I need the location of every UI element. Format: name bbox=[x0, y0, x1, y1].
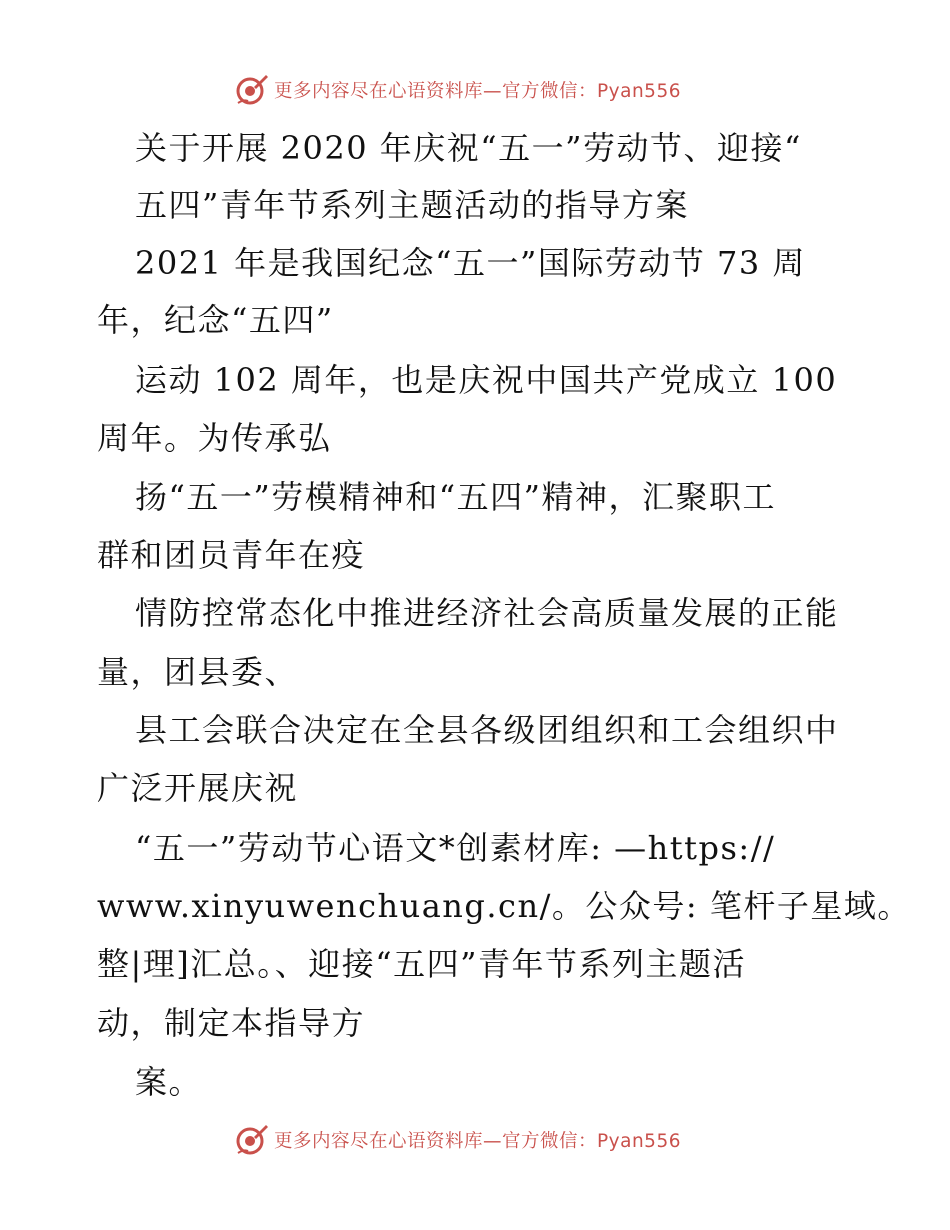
pen-logo-icon bbox=[234, 1123, 268, 1157]
paragraph-line: 扬“五一”劳模精神和“五四”精神，汇聚职工 bbox=[135, 478, 776, 516]
paragraph-line: 2021 年是我国纪念“五一”国际劳动节 73 周 bbox=[135, 244, 806, 282]
watermark-text: 更多内容尽在心语资料库—官方微信：Pyan556 bbox=[274, 81, 681, 102]
title-line-1: 关于开展 2020 年庆祝“五一”劳动节、迎接“ bbox=[135, 129, 802, 167]
paragraph-line: 量，团县委、 bbox=[97, 653, 299, 691]
paragraph-line: “五一”劳动节心语文*创素材库: —https:// bbox=[135, 829, 776, 867]
paragraph-line: 县工会联合决定在全县各级团组织和工会组织中 bbox=[135, 711, 839, 749]
paragraph-line: 年，纪念“五四” bbox=[97, 301, 334, 339]
url-line: www.xinyuwenchuang.cn/。公众号: 笔杆子星域。 bbox=[97, 887, 911, 925]
watermark-text: 更多内容尽在心语资料库—官方微信：Pyan556 bbox=[274, 1131, 681, 1152]
paragraph-line: 运动 102 周年，也是庆祝中国共产党成立 100 bbox=[135, 361, 838, 399]
title-line-2: 五四”青年节系列主题活动的指导方案 bbox=[135, 186, 689, 224]
watermark-footer bbox=[234, 1122, 714, 1158]
paragraph-line: 周年。为传承弘 bbox=[97, 419, 332, 457]
paragraph-line: 广泛开展庆祝 bbox=[97, 769, 299, 807]
paragraph-line: 群和团员青年在疫 bbox=[97, 536, 366, 574]
paragraph-line: 动，制定本指导方 bbox=[97, 1004, 366, 1042]
paragraph-line: 情防控常态化中推进经济社会高质量发展的正能 bbox=[135, 594, 839, 632]
paragraph-line: 整|理]汇总。、迎接“五四”青年节系列主题活 bbox=[97, 945, 746, 983]
paragraph-line: 案。 bbox=[135, 1063, 203, 1101]
